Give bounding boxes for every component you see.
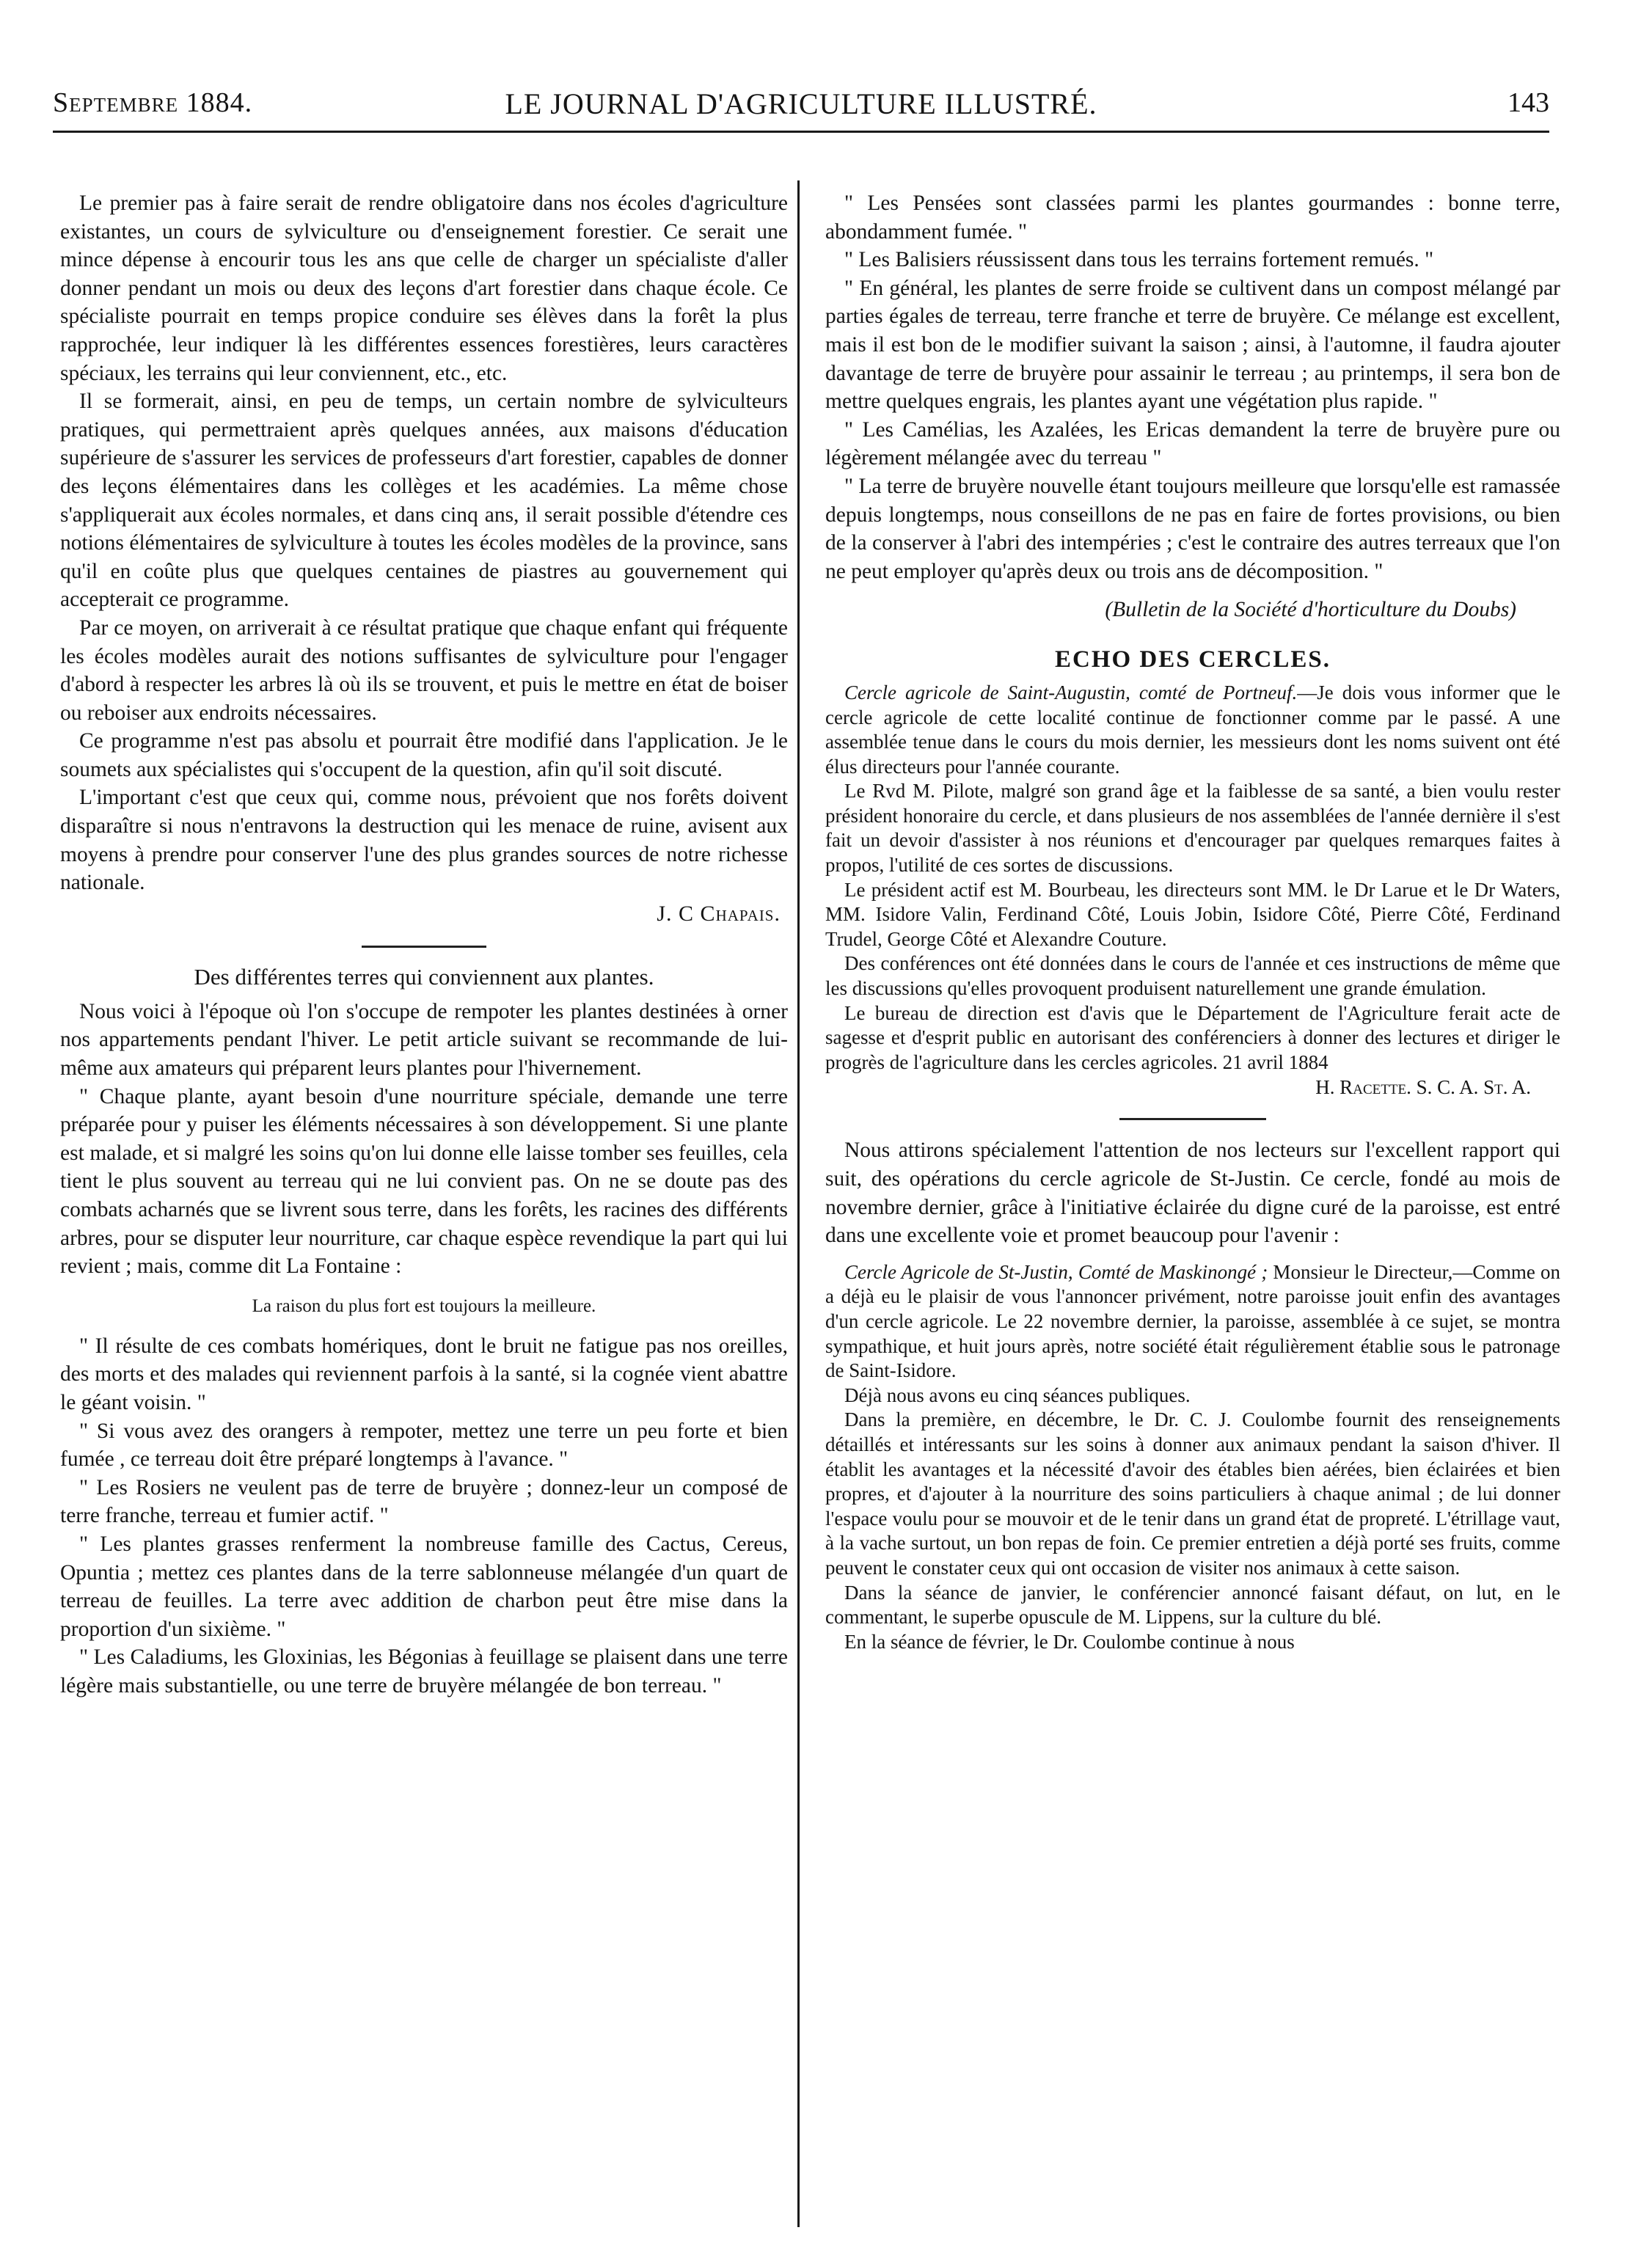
paragraph: Dans la première, en décembre, le Dr. C. J. Coulombe fournit des renseignements détaillés et intéressants sur les soins à donner aux animaux pendant la saison d'hiver. Il établit les avantages et la nécessité d'avoir des étables bien aérées, bien éclairées et bien propres, et d'ajouter à la nourriture des soins particuliers à chaque animal ; de lui donner l'espace voulu pour se mouvoir et de le tenir dans un grand état de propreté. L'étrillage vaut, à la vache surtout, un bon repas de foin. Ce premier entretien a déjà porté ses fruits, comme peuvent le constater ceux qui ont occasion de visiter nos animaux à cette saison. <box>825 1408 1560 1579</box>
paragraph: Déjà nous avons eu cinq séances publiques. <box>844 1384 1191 1406</box>
paragraph: Dans la séance de janvier, le conférencier annoncé faisant défaut, on lut, en le commentant, le superbe opuscule de M. Lippens, sur la culture du blé. <box>825 1581 1560 1629</box>
paragraph: " Les Camélias, les Azalées, les Ericas demandent la terre de bruyère pure ou légèrement mélangée avec du terreau " <box>825 417 1560 470</box>
paragraph: " La terre de bruyère nouvelle étant toujours meilleure que lorsqu'elle est ramassée depuis longtemps, nous conseillons de ne pas en faire de fortes provisions, ou bien de la conserver à l'abri des intempéries ; c'est le contraire des autres terreaux que l'on ne peut employer qu'après deux ou trois ans de décomposition. " <box>825 474 1560 583</box>
paragraph: Le président actif est M. Bourbeau, les directeurs sont MM. le Dr Larue et le Dr Waters, MM. Isidore Valin, Ferdinand Côté, Louis Jobin, Isidore Côté, Pierre Côté, Ferdinand Trudel, George Côté et Alexandre Couture. <box>825 878 1560 950</box>
paragraph-text: —Je dois vous informer que le cercle agricole de cette localité continue de fonctionner comme par le passé. A une assemblée tenue dans le cours du mois dernier, les messieurs dont les noms suivent ont été élus directeurs pour l'année courante. <box>825 681 1560 778</box>
verse-quote: La raison du plus fort est toujours la meilleure. <box>252 1295 596 1316</box>
st-justin-report <box>825 1260 1560 1655</box>
page-header <box>53 87 1549 134</box>
journal-title: LE JOURNAL D'AGRICULTURE ILLUSTRÉ. <box>505 87 1097 120</box>
st-justin-intro <box>825 1136 1560 1249</box>
column-divider <box>797 180 800 2227</box>
source-citation: (Bulletin de la Société d'horticulture du Doubs) <box>1105 598 1516 622</box>
forestry-article <box>60 189 788 926</box>
paragraph: " En général, les plantes de serre froide se cultivent dans un compost mélangé par parties égales de terreau, terre franche et terre de bruyère. Ce mélange est excellent, mais il est bon de le modifier suivant la saison ; ainsi, à l'automne, il faudra ajouter davantage de terre de bruyère pour assainir le terreau ; au printemps, il sera bon de mettre quelques engrais, les plantes ayant une végétation plus rapide. " <box>825 276 1560 414</box>
section-title: ECHO DES CERCLES. <box>1054 646 1331 673</box>
soil-article-continued <box>825 189 1560 624</box>
right-column <box>825 189 1560 1654</box>
paragraph: Par ce moyen, on arriverait à ce résultat pratique que chaque enfant qui fréquente les écoles modèles aurait des notions suffisantes de sylviculture pour l'engager d'abord à respecter les arbres là où ils se trouvent, et puis le mettre en état de boiser ou reboiser aux endroits nécessaires. <box>60 615 788 725</box>
paragraph: " Il résulte de ces combats homériques, dont le bruit ne fatigue pas nos oreilles, des morts et des malades qui reviennent parfois à la santé, si la cognée vient abattre le géant voisin. " <box>60 1334 788 1414</box>
paragraph: Nous voici à l'époque où l'on s'occupe de rempoter les plantes destinées à orner nos appartements pendant l'hiver. Le petit article suivant se recommande de lui-même aux amateurs qui préparent leurs plantes pour l'hivernement. <box>60 999 788 1081</box>
section-divider <box>362 946 486 948</box>
issue-date: Septembre 1884. <box>53 87 253 118</box>
paragraph-text: Monsieur le Directeur,—Comme on a déjà eu le plaisir de vous l'annoncer privément, notre paroisse jouit enfin des avantages d'un cercle agricole. Le 22 novembre dernier, la paroisse, assemblée à ce sujet, se montra sympathique, et huit jours après, notre société était régulièrement établie sous le patronage de Saint-Isidore. <box>825 1260 1561 1382</box>
echo-section <box>825 681 1560 1100</box>
paragraph <box>825 681 1560 779</box>
paragraph: Des conférences ont été données dans le cours de l'année et ces instructions de même que les discussions qu'elles provoquent produisent naturellement une grande émulation. <box>825 952 1560 1000</box>
paragraph: Le premier pas à faire serait de rendre obligatoire dans nos écoles d'agriculture existantes, un cours de sylviculture ou d'enseignement forestier. Ce serait une mince dépense à encourir tous les ans que celle de charger un spécialiste d'aller donner pendant un mois ou deux des leçons d'art forestier dans chaque école. Ce spécialiste pourrait en temps propice conduire ses élèves dans la forêt la plus rapprochée, leur indiquer là les différentes essences forestières, leurs caractères spéciaux, les terrains qui leur conviennent, etc., etc. <box>60 191 788 385</box>
paragraph: " Les Rosiers ne veulent pas de terre de bruyère ; donnez-leur un composé de terre franche, terreau et fumier actif. " <box>60 1475 788 1528</box>
paragraph: " Chaque plante, ayant besoin d'une nourriture spéciale, demande une terre préparée pour y puiser les éléments nécessaires à son développement. Si une plante est malade, et si malgré les soins qu'on lui donne elle laisse tomber ses feuilles, cela tient le plus souvent au terreau qui ne lui convient pas. On ne se doute pas des combats acharnés que se livrent sous terre, dans les forêts, les racines des différents arbres, pour se disputer leur nourriture, car chaque espèce revendique la part qui lui revient ; mais, comme dit La Fontaine : <box>60 1084 788 1279</box>
paragraph: L'important c'est que ceux qui, comme nous, prévoient que nos forêts doivent disparaître si nous n'entravons la destruction qui les menace de ruine, avisent aux moyens à prendre pour conserver l'une des plus grandes sources de notre richesse nationale. <box>60 786 788 895</box>
header-rule <box>53 131 1549 133</box>
paragraph: " Les Balisiers réussissent dans tous les terrains fortement remués. " <box>844 248 1434 272</box>
circle-name: Cercle Agricole de St-Justin, Comté de Maskinongé ; <box>844 1260 1268 1283</box>
paragraph: Le bureau de direction est d'avis que le Département de l'Agriculture ferait acte de sagesse et d'esprit public en autorisant des conférenciers à donner des lectures et diriger le progrès de l'agriculture dans les cercles agricoles. 21 avril 1884 <box>825 1001 1560 1073</box>
author-signature: H. Racette. S. C. A. St. A. <box>1315 1076 1531 1099</box>
left-column <box>60 189 788 1700</box>
paragraph: " Si vous avez des orangers à rempoter, mettez une terre un peu forte et bien fumée , ce terreau doit être préparé longtemps à l'avance. " <box>60 1419 788 1472</box>
paragraph: " Les Caladiums, les Gloxinias, les Bégonias à feuillage se plaisent dans une terre légère mais substantielle, ou une terre de bruyère mélangée de bon terreau. " <box>60 1645 788 1697</box>
paragraph: Le Rvd M. Pilote, malgré son grand âge et la faiblesse de sa santé, a bien voulu rester président honoraire du cercle, et dans plusieurs de nos assemblées de l'année dernière il s'est fait un devoir d'assister à nos réunions et d'encourager par quelques remarques faites à propos, l'utilité de ces sortes de discussions. <box>825 780 1560 877</box>
section-divider <box>1119 1118 1266 1120</box>
article-title: Des différentes terres qui conviennent aux plantes. <box>194 963 654 990</box>
paragraph: Nous attirons spécialement l'attention de nos lecteurs sur l'excellent rapport qui suit, des opérations du cercle agricole de St-Justin. Ce cercle, fondé au mois de novembre dernier, grâce à l'initiative éclairée du digne curé de la paroisse, est entré dans une excellente voie et promet beaucoup pour l'avenir : <box>825 1139 1560 1248</box>
soil-article <box>60 998 788 1700</box>
paragraph: Ce programme n'est pas absolu et pourrait être modifié dans l'application. Je le soumets aux spécialistes qui s'occupent de la question, afin qu'il soit discuté. <box>60 729 788 781</box>
paragraph <box>825 1260 1560 1384</box>
circle-name: Cercle agricole de Saint-Augustin, comté de Portneuf. <box>844 681 1298 703</box>
paragraph: " Les plantes grasses renferment la nombreuse famille des Cactus, Cereus, Opuntia ; mettez ces plantes dans de la terre sablonneuse mélangée d'un quart de terreau de feuilles. La terre avec addition de charbon peut être mise dans la proportion d'un sixième. " <box>60 1532 788 1641</box>
paragraph: Il se formerait, ainsi, en peu de temps, un certain nombre de sylviculteurs pratiques, qui permettraient après quelques années, aux maisons d'éducation supérieure de s'assurer les services de professeurs d'art forestier, capables de donner des leçons élémentaires dans les collèges et les académies. La même chose s'appliquerait aux écoles normales, et dans cinq ans, il serait possible d'étendre ces notions élémentaires de sylviculture à toutes les écoles modèles de la province, sans qu'il en coûte plus que quelques centaines de piastres au gouvernement qui accepterait ce programme. <box>60 390 788 612</box>
author-signature: J. C Chapais. <box>657 901 781 926</box>
paragraph: En la séance de février, le Dr. Coulombe continue à nous <box>844 1630 1295 1653</box>
paragraph: " Les Pensées sont classées parmi les plantes gourmandes : bonne terre, abondamment fumée. " <box>825 191 1560 244</box>
page-number: 143 <box>1507 87 1549 118</box>
